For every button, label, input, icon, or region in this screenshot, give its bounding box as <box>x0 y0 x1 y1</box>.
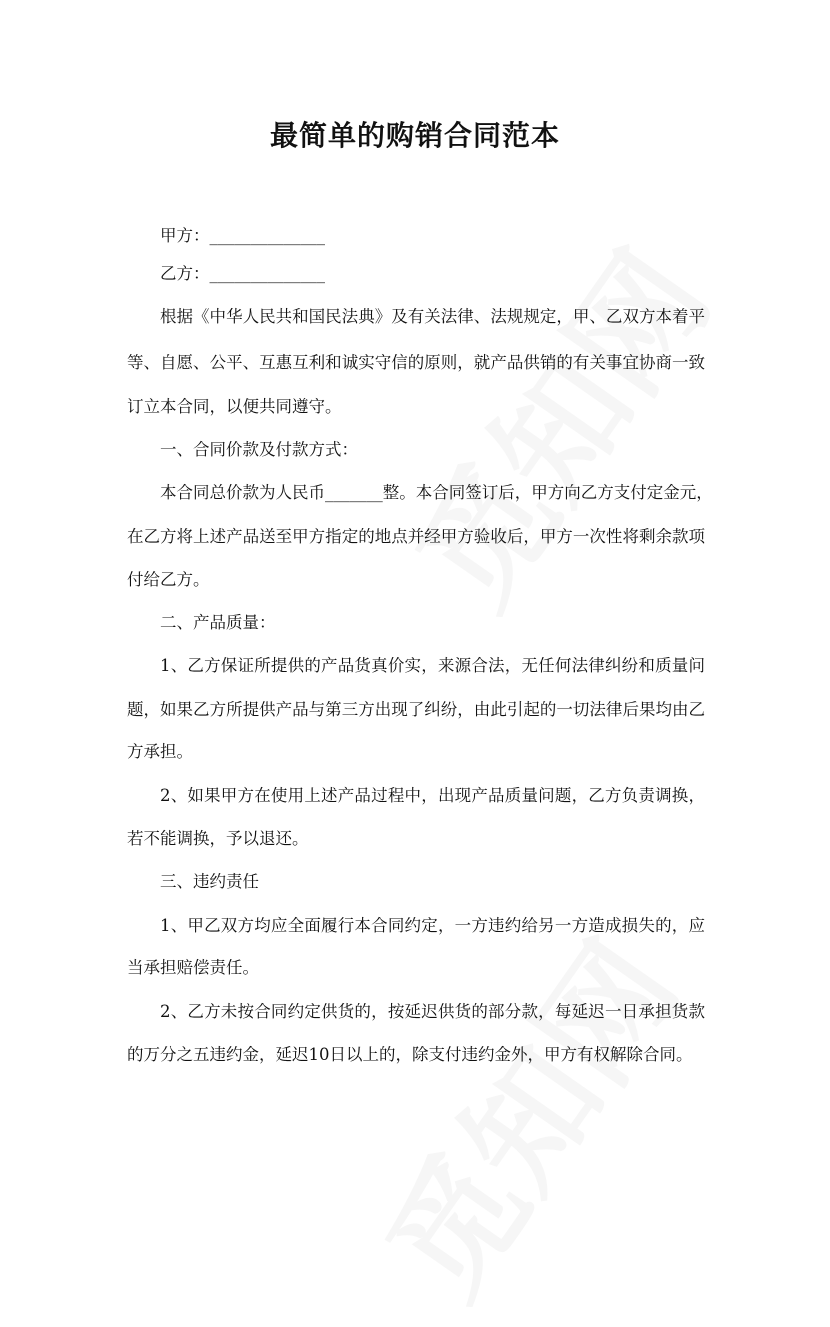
party-b-line: 乙方：______________ <box>160 264 325 283</box>
paragraph-line: 方承担。 <box>127 742 193 761</box>
paragraph-line: 2、如果甲方在使用上述产品过程中，出现产品质量问题，乙方负责调换， <box>160 786 705 805</box>
paragraph-line: 订立本合同，以便共同遵守。 <box>127 397 342 416</box>
document-title: 最简单的购销合同范本 <box>269 119 560 152</box>
paragraph-line: 在乙方将上述产品送至甲方指定的地点并经甲方验收后，甲方一次性将剩余款项 <box>127 527 705 546</box>
paragraph-line: 当承担赔偿责任。 <box>127 958 259 977</box>
party-a-line: 甲方：______________ <box>160 226 325 245</box>
paragraph-line: 题，如果乙方所提供产品与第三方出现了纠纷，由此引起的一切法律后果均由乙 <box>127 700 705 719</box>
paragraph-line: 2、乙方未按合同约定供货的，按延迟供货的部分款，每延迟一日承担货款 <box>160 1002 705 1021</box>
paragraph-line: 本合同总价款为人民币_______整。本合同签订后，甲方向乙方支付定金元， <box>160 483 713 502</box>
paragraph-line: 若不能调换，予以退还。 <box>127 829 309 848</box>
paragraph-line: 根据《中华人民共和国民法典》及有关法律、法规规定，甲、乙双方本着平 <box>160 307 705 326</box>
paragraph-line: 付给乙方。 <box>127 570 210 589</box>
paragraph-line: 等、自愿、公平、互惠互利和诚实守信的原则，就产品供销的有关事宜协商一致 <box>127 353 705 372</box>
paragraph-line: 1、甲乙双方均应全面履行本合同约定，一方违约给另一方造成损失的，应 <box>160 916 705 935</box>
paragraph-line: 三、违约责任 <box>160 872 259 891</box>
paragraph-line: 的万分之五违约金，延迟10日以上的，除支付违约金外，甲方有权解除合同。 <box>127 1045 693 1064</box>
paragraph-line: 一、合同价款及付款方式： <box>160 440 358 459</box>
paragraph-line: 二、产品质量： <box>160 613 276 632</box>
paragraph-line: 1、乙方保证所提供的产品货真价实，来源合法，无任何法律纠纷和质量问 <box>160 656 705 675</box>
